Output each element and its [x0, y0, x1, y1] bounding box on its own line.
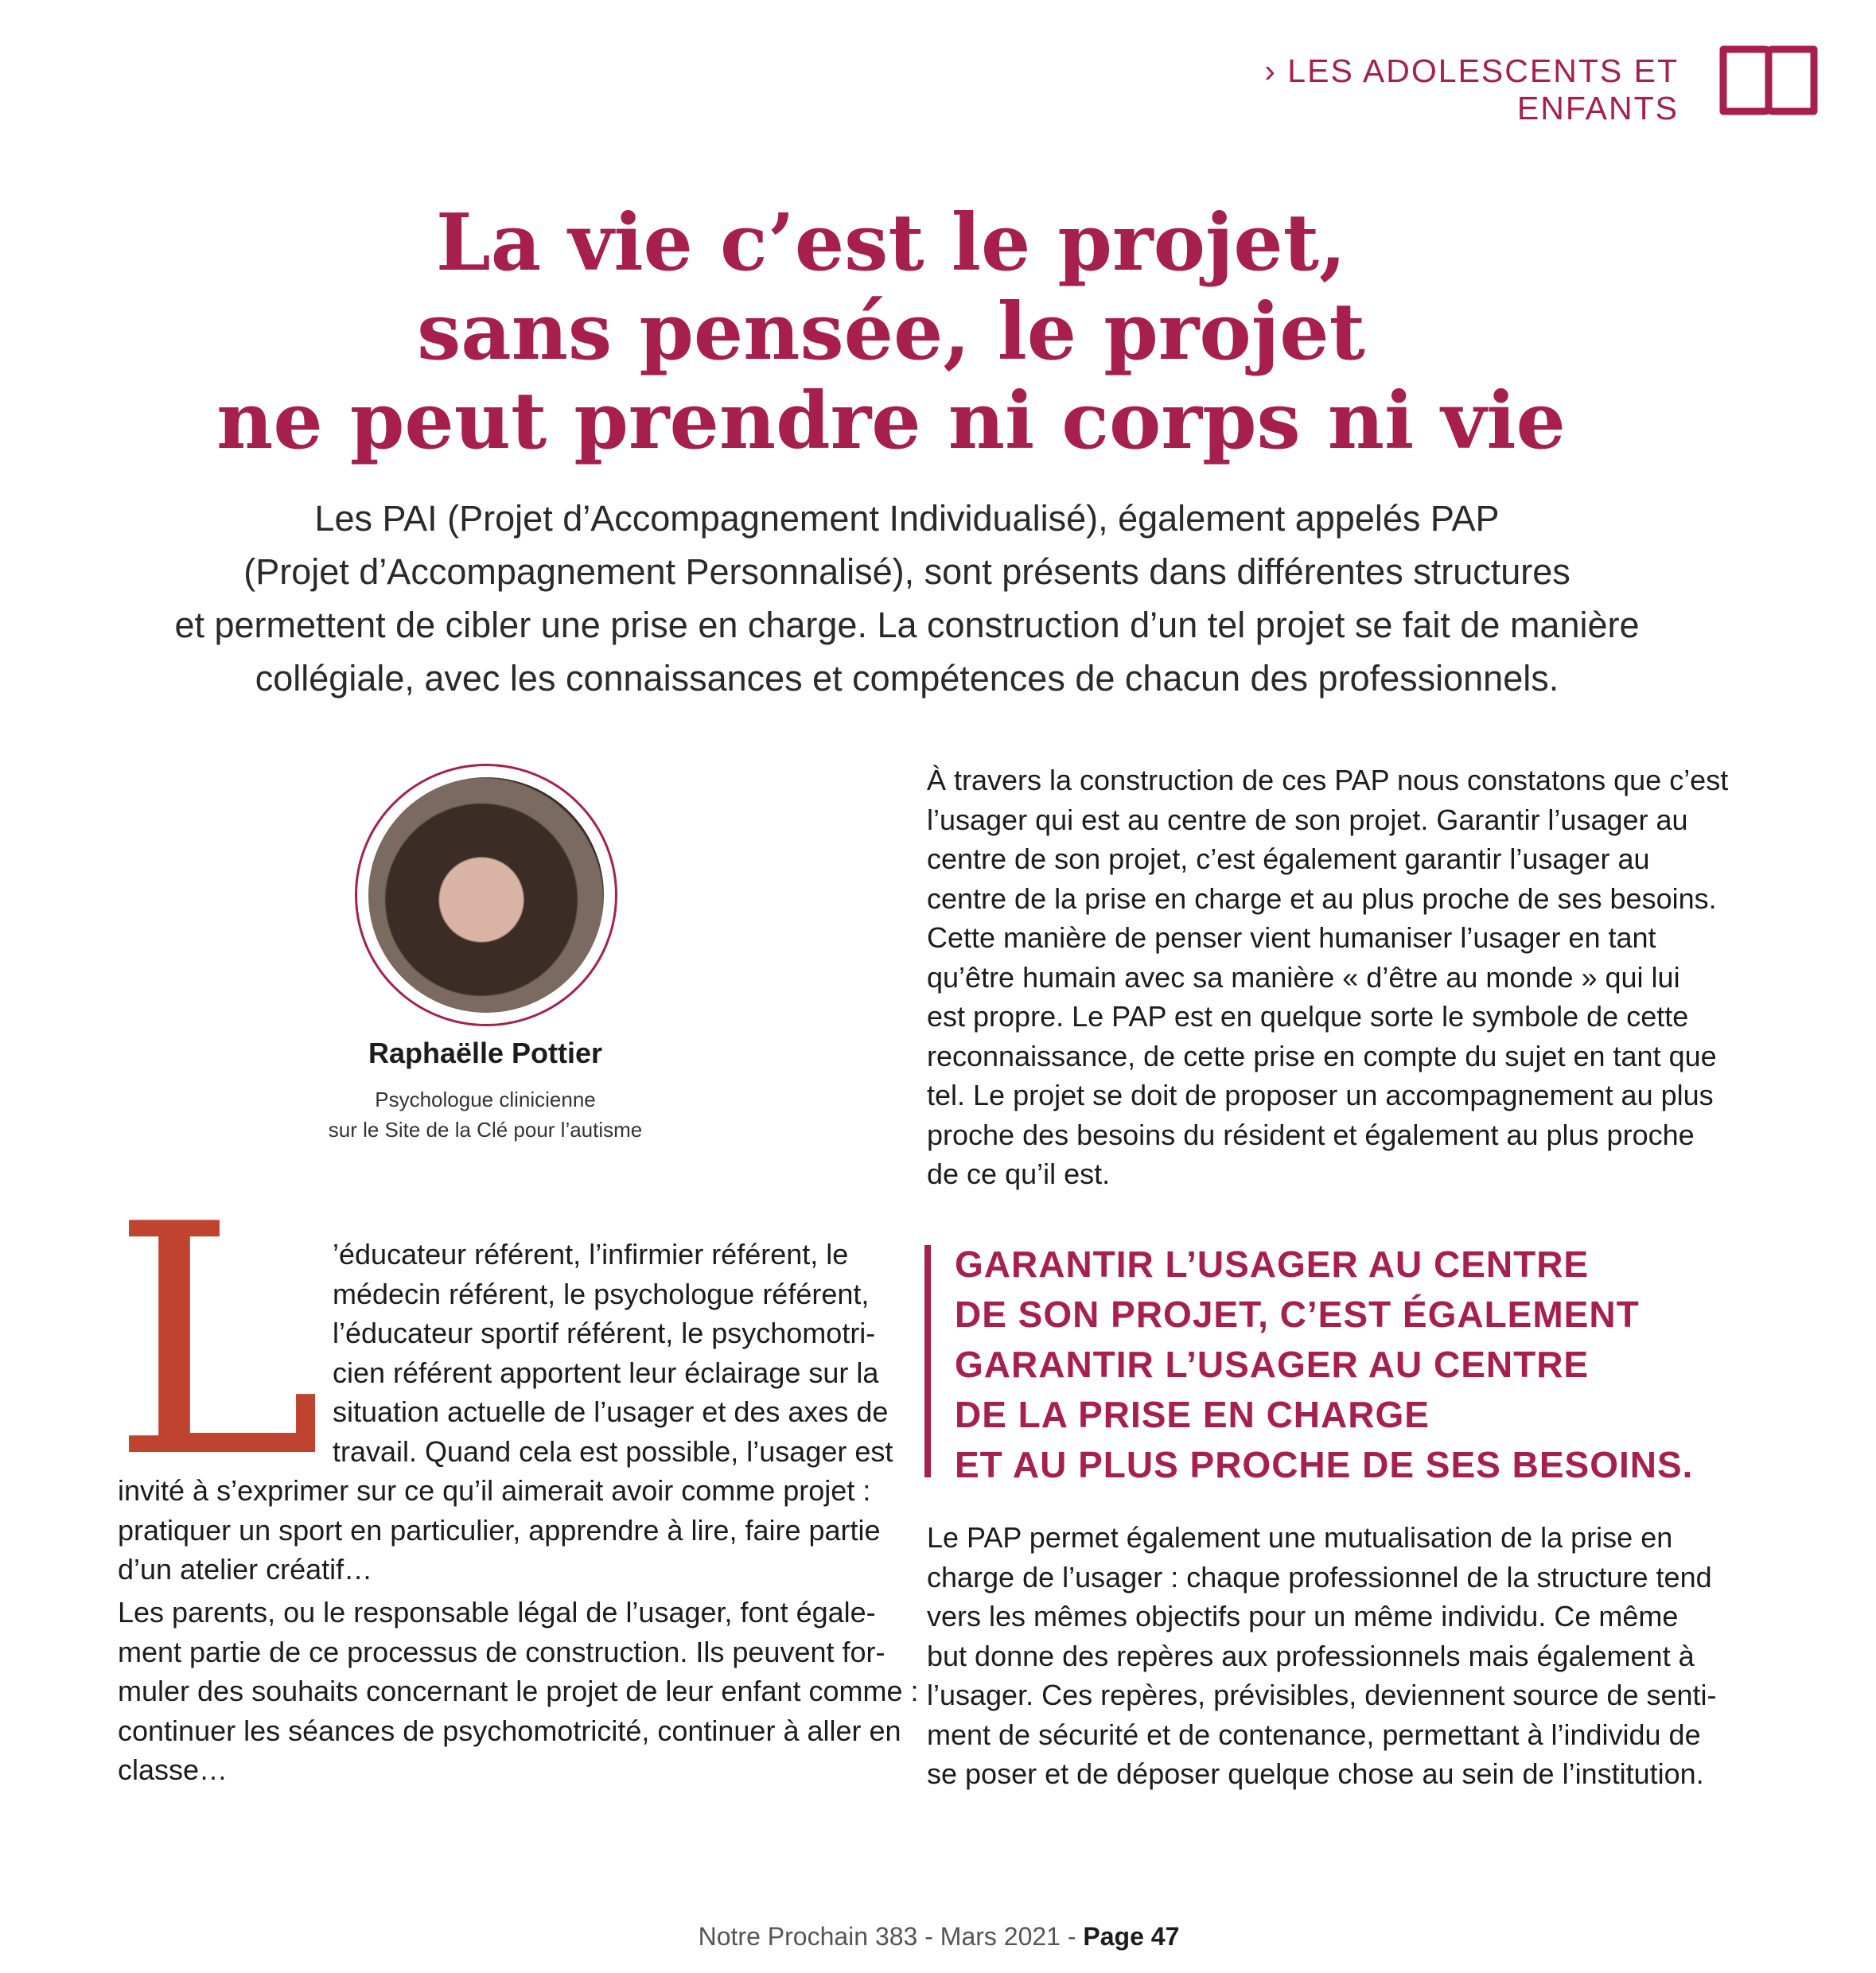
text-line: pratiquer un sport en particulier, apprendre à lire, faire partie [118, 1513, 881, 1547]
pull-quote-line: DE SON PROJET, C’EST ÉGALEMENT [955, 1294, 1640, 1335]
title-line: sans pensée, le projet [417, 286, 1365, 378]
text-line: vers les mêmes objectifs pour un même individu. Ce même [927, 1600, 1679, 1632]
text-line: situation actuelle de l’usager et des axes de [333, 1395, 889, 1428]
author-role [247, 1084, 724, 1145]
text-line: tel. Le projet se doit de proposer un accompagnement au plus [927, 1079, 1714, 1111]
left-paragraph-3 [118, 1593, 919, 1790]
text-line: reconnaissance, de cette prise en compte du sujet en tant que [927, 1039, 1717, 1072]
text-line: continuer les séances de psychomotricité, continuer à aller en [118, 1714, 901, 1747]
text-line: qu’être humain avec sa manière « d’être au monde » qui lui [927, 960, 1680, 994]
title-line: ne peut prendre ni corps ni vie [216, 376, 1566, 467]
text-line: l’usager. Ces repères, prévisibles, deviennent source de senti- [927, 1679, 1717, 1711]
drop-cap: L [111, 1158, 323, 1527]
pull-quote-line: DE LA PRISE EN CHARGE [955, 1394, 1430, 1435]
section-label: › LES ADOLESCENTS ET ENFANTS [1264, 53, 1679, 126]
text-line: muler des souhaits concernant le projet de leur enfant comme : [118, 1675, 919, 1707]
text-line: Les parents, ou le responsable légal de l’usager, font égale- [118, 1596, 876, 1629]
author-photo [355, 764, 617, 1026]
text-line: charge de l’usager : chaque professionnel de la structure tend [927, 1560, 1712, 1594]
text-line: centre de son projet, c’est également garantir l’usager au [927, 843, 1650, 875]
text-line: l’éducateur sportif référent, le psychomotri- [333, 1317, 876, 1349]
text-line: À travers la construction de ces PAP nous constatons que c’est [927, 764, 1729, 796]
intro-line: collégiale, avec les connaissances et compétences de chacun des professionnels. [255, 658, 1559, 699]
author-name: Raphaëlle Pottier [368, 1037, 603, 1069]
text-line: invité à s’exprimer sur ce qu’il aimerait avoir comme projet : [118, 1474, 871, 1507]
text-line: ment de sécurité et de contenance, permettant à l’individu de [927, 1718, 1701, 1751]
text-line: cien référent apportent leur éclairage sur la [333, 1356, 879, 1389]
left-paragraph-2 [118, 1471, 881, 1590]
text-line: travail. Quand cela est possible, l’usager est [333, 1434, 893, 1468]
intro-line: (Projet d’Accompagnement Personnalisé), sont présents dans différentes structures [243, 551, 1570, 592]
footer-publication: Notre Prochain 383 - Mars 2021 - [698, 1922, 1084, 1951]
pull-quote-bar [924, 1245, 931, 1477]
book-icon [1717, 41, 1820, 118]
right-paragraph-1 [927, 761, 1729, 1194]
intro-line: et permettent de cibler une prise en charge. La construction d’un tel projet se fait de manière [174, 605, 1640, 645]
author-portrait [368, 777, 604, 1013]
text-line: l’usager qui est au centre de son projet. Garantir l’usager au [927, 803, 1688, 836]
title-line: La vie c’est le projet, [435, 197, 1347, 289]
text-line: d’un atelier créatif… [118, 1553, 373, 1586]
text-line: de ce qu’il est. [927, 1158, 1111, 1190]
author-role-line: sur le Site de la Clé pour l’autisme [328, 1118, 643, 1142]
text-line: but donne des repères aux professionnels mais également à [927, 1639, 1695, 1672]
author-role-line: Psychologue clinicienne [375, 1088, 596, 1111]
intro-paragraph [111, 492, 1703, 705]
text-line: Le PAP permet également une mutualisation de la prise en [927, 1521, 1673, 1554]
text-line: se poser et de déposer quelque chose au sein de l’institution. [927, 1757, 1704, 1790]
text-line: proche des besoins du résident et également au plus proche [927, 1118, 1695, 1151]
text-line: Cette manière de penser vient humaniser l’usager en tant [927, 921, 1656, 954]
article-title [95, 199, 1687, 466]
pull-quote-line: GARANTIR L’USAGER AU CENTRE [955, 1243, 1590, 1285]
text-line: classe… [118, 1753, 228, 1786]
text-line: est propre. Le PAP est en quelque sorte le symbole de cette [927, 1000, 1689, 1033]
pull-quote-line: GARANTIR L’USAGER AU CENTRE [955, 1344, 1590, 1385]
text-line: médecin référent, le psychologue référent, [333, 1277, 870, 1310]
pull-quote [955, 1239, 1694, 1490]
page-number: Page 47 [1083, 1922, 1180, 1951]
page-footer [477, 1922, 1400, 1952]
right-paragraph-2 [927, 1518, 1717, 1794]
left-paragraph-1 [333, 1235, 893, 1471]
text-line: ’éducateur référent, l’infirmier référent, le [333, 1238, 849, 1271]
text-line: ment partie de ce processus de construction. Ils peuvent for- [118, 1635, 885, 1668]
intro-line: Les PAI (Projet d’Accompagnement Individualisé), également appelés PAP [314, 498, 1500, 539]
pull-quote-line: ET AU PLUS PROCHE DE SES BESOINS. [955, 1444, 1694, 1485]
text-line: centre de la prise en charge et au plus proche de ses besoins. [927, 881, 1717, 915]
